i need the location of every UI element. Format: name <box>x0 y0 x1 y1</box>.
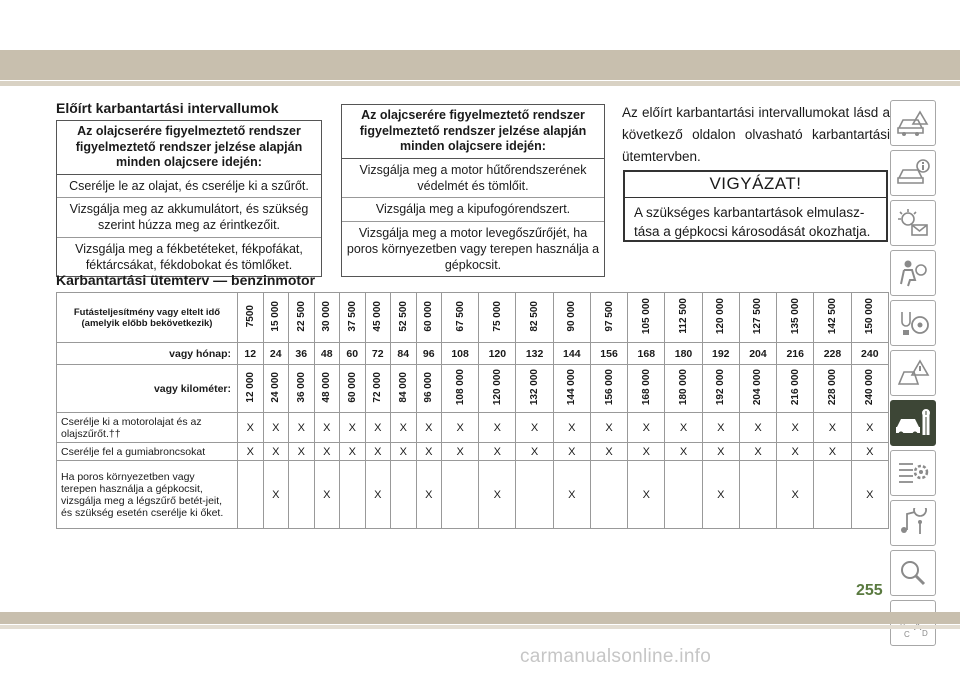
mark-cell: X <box>851 461 888 529</box>
mark-cell: X <box>665 413 702 443</box>
months-label: vagy hónap: <box>57 343 238 365</box>
mark-cell <box>814 461 851 529</box>
miles-cell: 15 000 <box>270 300 282 332</box>
warning-box <box>623 170 888 242</box>
miles-cell: 105 000 <box>640 297 652 335</box>
mark-cell <box>442 461 479 529</box>
footer-band <box>0 612 960 624</box>
km-cell: 48 000 <box>321 371 333 403</box>
km-row <box>57 365 889 413</box>
months-cell: 228 <box>814 343 851 365</box>
table-row <box>57 443 889 461</box>
mark-cell: X <box>365 443 391 461</box>
mark-cell: X <box>479 413 516 443</box>
mark-cell <box>665 461 702 529</box>
page-number: 255 <box>856 582 883 599</box>
mark-cell: X <box>739 413 776 443</box>
mark-cell: X <box>590 413 627 443</box>
months-cell: 192 <box>702 343 739 365</box>
box-row: Vizsgálja meg a kipufogórendszert. <box>342 198 604 221</box>
mark-cell: X <box>777 443 814 461</box>
mark-cell: X <box>263 461 289 529</box>
mark-cell <box>739 461 776 529</box>
mark-cell: X <box>814 443 851 461</box>
header-label: Futásteljesítmény vagy eltelt idő (amelyik előbb bekövetkezik) <box>57 293 238 343</box>
months-cell: 84 <box>391 343 417 365</box>
miles-cell: 7500 <box>244 304 256 328</box>
list-gear-icon[interactable] <box>890 450 936 496</box>
search-icon[interactable] <box>890 550 936 596</box>
table-row <box>57 461 889 529</box>
watermark: carmanualsonline.info <box>520 646 712 667</box>
mark-cell: X <box>314 443 340 461</box>
miles-cell: 135 000 <box>789 297 801 335</box>
km-cell: 84 000 <box>397 371 409 403</box>
chapter-tabs <box>890 100 936 650</box>
months-cell: 24 <box>263 343 289 365</box>
mark-cell: X <box>628 461 665 529</box>
mark-cell: X <box>516 443 553 461</box>
miles-cell: 82 500 <box>529 300 541 332</box>
car-wrench-icon[interactable] <box>890 400 936 446</box>
mark-cell: X <box>314 413 340 443</box>
mark-cell: X <box>739 443 776 461</box>
mark-cell: X <box>777 461 814 529</box>
miles-cell: 75 000 <box>491 300 503 332</box>
mark-cell: X <box>391 413 417 443</box>
mark-cell: X <box>851 443 888 461</box>
miles-cell: 97 500 <box>603 300 615 332</box>
km-cell: 156 000 <box>603 368 615 406</box>
oil-change-box-2 <box>341 104 605 277</box>
section-title: Előírt karbantartási intervallumok <box>56 100 279 116</box>
months-cell: 180 <box>665 343 702 365</box>
months-cell: 96 <box>416 343 442 365</box>
km-cell: 192 000 <box>715 368 727 406</box>
months-cell: 144 <box>553 343 590 365</box>
miles-cell: 37 500 <box>346 300 358 332</box>
months-cell: 156 <box>590 343 627 365</box>
mark-cell: X <box>590 443 627 461</box>
mark-cell: X <box>665 443 702 461</box>
mark-cell: X <box>442 413 479 443</box>
km-cell: 144 000 <box>566 368 578 406</box>
airbag-person-icon[interactable] <box>890 250 936 296</box>
mark-cell: X <box>851 413 888 443</box>
mark-cell: X <box>391 443 417 461</box>
km-cell: 216 000 <box>789 368 801 406</box>
mark-cell: X <box>479 443 516 461</box>
mark-cell: X <box>442 443 479 461</box>
schedule-title: Karbantartási ütemterv — benzinmotor <box>56 272 316 288</box>
mark-cell: X <box>702 461 739 529</box>
mark-cell <box>391 461 417 529</box>
miles-cell: 150 000 <box>864 297 876 335</box>
svg-text:C: C <box>904 630 910 638</box>
months-cell: 108 <box>442 343 479 365</box>
mark-cell <box>340 461 366 529</box>
months-cell: 204 <box>739 343 776 365</box>
km-cell: 96 000 <box>423 371 435 403</box>
mark-cell: X <box>289 443 315 461</box>
mark-cell: X <box>777 413 814 443</box>
hazard-road-icon[interactable] <box>890 350 936 396</box>
task-label: Ha poros környezetben vagy terepen használja a gépkocsit, vizsgálja meg a légszűrő betét-jeit, és szükség esetén cserélje ki őket. <box>57 461 238 529</box>
km-cell: 12 000 <box>244 371 256 403</box>
km-label: vagy kilométer: <box>57 365 238 413</box>
km-cell: 24 000 <box>270 371 282 403</box>
mark-cell: X <box>479 461 516 529</box>
months-cell: 72 <box>365 343 391 365</box>
box-row: Vizsgálja meg a motor hűtőrendszerének védelmét és tömlőit. <box>342 159 604 199</box>
task-label: Cserélje fel a gumiabroncsokat <box>57 443 238 461</box>
mark-cell: X <box>553 413 590 443</box>
miles-cell: 90 000 <box>566 300 578 332</box>
miles-cell: 112 500 <box>678 298 690 334</box>
mark-cell: X <box>416 461 442 529</box>
months-cell: 60 <box>340 343 366 365</box>
km-cell: 36 000 <box>295 371 307 403</box>
km-cell: 72 000 <box>372 371 384 403</box>
km-cell: 108 000 <box>454 368 466 406</box>
mark-cell: X <box>553 443 590 461</box>
mark-cell: X <box>814 413 851 443</box>
intro-text: Az előírt karbantartási intervallumokat lásd a következő oldalon olvasható karbantartási ütemtervben. <box>622 105 890 164</box>
mark-cell <box>238 461 264 529</box>
mark-cell: X <box>702 443 739 461</box>
oil-steering-icon[interactable] <box>890 300 936 346</box>
mark-cell: X <box>238 443 264 461</box>
miles-cell: 22 500 <box>295 300 307 332</box>
miles-row <box>57 293 889 343</box>
mark-cell: X <box>416 443 442 461</box>
car-warning-icon[interactable] <box>890 100 936 146</box>
miles-cell: 142 500 <box>826 297 838 335</box>
months-cell: 168 <box>628 343 665 365</box>
mark-cell: X <box>553 461 590 529</box>
mark-cell: X <box>238 413 264 443</box>
miles-cell: 30 000 <box>321 300 333 332</box>
months-cell: 48 <box>314 343 340 365</box>
km-cell: 240 000 <box>864 368 876 406</box>
km-cell: 180 000 <box>678 368 690 406</box>
header-band <box>0 50 960 80</box>
mark-cell <box>590 461 627 529</box>
months-cell: 120 <box>479 343 516 365</box>
months-cell: 36 <box>289 343 315 365</box>
box-row: Vizsgálja meg az akkumulátort, és szükség szerint húzza meg az érintkezőit. <box>57 198 321 238</box>
miles-cell: 120 000 <box>715 297 727 335</box>
months-cell: 216 <box>777 343 814 365</box>
table-row <box>57 413 889 443</box>
mark-cell: X <box>340 413 366 443</box>
box-row: Vizsgálja meg a fékbetéteket, fékpofákat, féktárcsákat, fékdobokat és tömlőket. <box>75 241 303 272</box>
miles-cell: 60 000 <box>423 300 435 332</box>
mark-cell: X <box>628 443 665 461</box>
mark-cell: X <box>340 443 366 461</box>
svg-text:D: D <box>922 629 928 638</box>
miles-cell: 67 500 <box>454 300 466 332</box>
km-cell: 132 000 <box>529 368 541 406</box>
mark-cell: X <box>702 413 739 443</box>
box-row: Vizsgálja meg a motor levegőszűrőjét, ha poros környezetben vagy terepen használja a gépkocsit. <box>346 225 600 273</box>
task-label: Cserélje ki a motorolajat és az olajszűrőt.†† <box>57 413 238 443</box>
warning-title: VIGYÁZAT! <box>625 172 886 198</box>
mark-cell: X <box>516 413 553 443</box>
km-cell: 168 000 <box>640 368 652 406</box>
mark-cell: X <box>628 413 665 443</box>
footer-line <box>0 625 960 629</box>
months-cell: 12 <box>238 343 264 365</box>
miles-cell: 45 000 <box>372 300 384 332</box>
miles-cell: 127 500 <box>752 297 764 335</box>
mark-cell: X <box>289 413 315 443</box>
lights-message-icon[interactable] <box>890 200 936 246</box>
mark-cell: X <box>365 413 391 443</box>
mark-cell: X <box>416 413 442 443</box>
km-cell: 204 000 <box>752 368 764 406</box>
maintenance-schedule-table <box>56 292 889 529</box>
miles-cell: 52 500 <box>397 300 409 332</box>
header-band-secondary <box>0 81 960 86</box>
car-info-icon[interactable] <box>890 150 936 196</box>
mark-cell <box>289 461 315 529</box>
warning-body: A szükséges karbantartások elmulasz-tása a gépkocsi károsodását okozhatja. <box>634 205 871 239</box>
mark-cell <box>516 461 553 529</box>
km-cell: 120 000 <box>491 368 503 406</box>
mark-cell: X <box>263 443 289 461</box>
mark-cell: X <box>314 461 340 529</box>
km-cell: 228 000 <box>826 368 838 406</box>
mark-cell: X <box>365 461 391 529</box>
mark-cell: X <box>263 413 289 443</box>
music-nav-icon[interactable] <box>890 500 936 546</box>
km-cell: 60 000 <box>346 371 358 403</box>
box-header: Az olajcserére figyelmeztető rendszer figyelmeztető rendszer jelzése alapján minden olajcsere idején: <box>342 105 604 159</box>
box-row: Cserélje le az olajat, és cserélje ki a szűrőt. <box>57 175 321 198</box>
months-cell: 132 <box>516 343 553 365</box>
months-row <box>57 343 889 365</box>
months-cell: 240 <box>851 343 888 365</box>
oil-change-box <box>56 120 322 277</box>
box-header: Az olajcserére figyelmeztető rendszer figyelmeztető rendszer jelzése alapján minden olajcsere idején: <box>57 121 321 175</box>
